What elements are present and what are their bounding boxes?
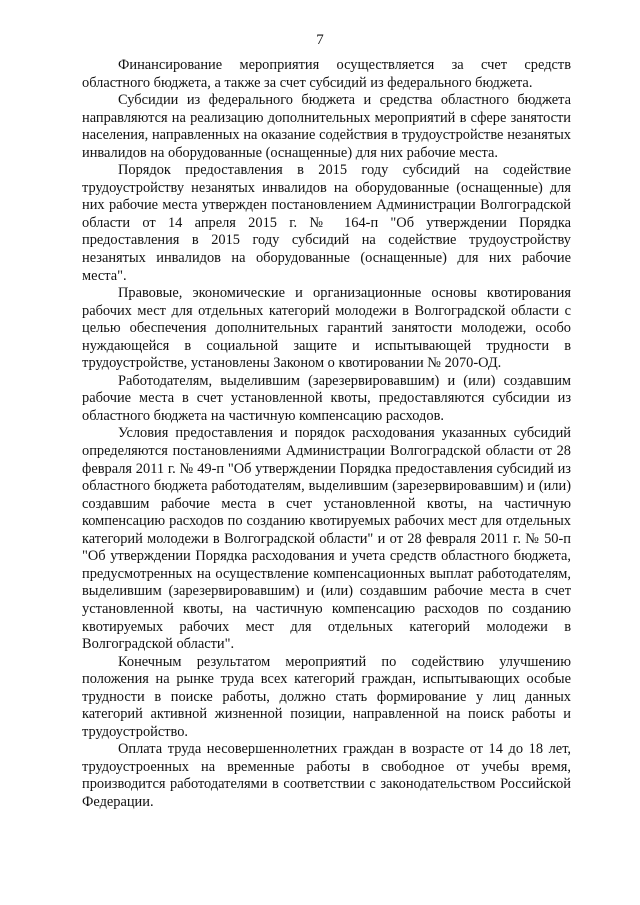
paragraph-subsidy-conditions: Условия предоставления и порядок расходования указанных субсидий определяются постановлениями Администрации Волгоградской области от 28 февраля 2011 г. № 49-п "Об утверждении Порядка предоставления субсидий из областного бюджета работодателям, выделившим (зарезервировавшим) и (или) создавшим рабочие места в счет установленной квоты, на частичную компенсацию расходов по созданию квотируемых рабочих мест для отдельных категорий молодежи в Волгоградской области" и от 28 февраля 2011 г. № 50-п "Об утверждении Порядка расходования и учета средств областного бюджета, предусмотренных на осуществление компенсационных выплат работодателям, выделившим (зарезервировавшим) и (или) создавшим рабочие места в счет установленной квоты, на частичную компенсацию расходов по созданию квотируемых рабочих мест для отдельных категорий молодежи в Волгоградской области". — [82, 425, 571, 653]
document-body — [82, 57, 571, 812]
paragraph-quota-law: Правовые, экономические и организационные основы квотирования рабочих мест для отдельных категорий молодежи в Волгоградской области с целью обеспечения дополнительных гарантий занятости молодежи, особо нуждающейся в социальной защите и испытывающей трудности в трудоустройстве, установлены Законом о квотировании № 2070-ОД. — [82, 285, 571, 372]
paragraph-federal-subsidies: Субсидии из федерального бюджета и средства областного бюджета направляются на реализацию дополнительных мероприятий в сфере занятости населения, направленных на оказание содействия в трудоустройстве незанятых инвалидов на оборудованные (оснащенные) для них рабочие места. — [82, 92, 571, 161]
paragraph-expected-result: Конечным результатом мероприятий по содействию улучшению положения на рынке труда всех категорий граждан, испытывающих особые трудности в поиске работы, должно стать формирование у лиц данных категорий активной жизненной позиции, направленной на поиск работы и трудоустройство. — [82, 653, 571, 740]
paragraph-employer-subsidies: Работодателям, выделившим (зарезервировавшим) и (или) создавшим рабочие места в счет установленной квоты, предоставляются субсидии из областного бюджета на частичную компенсацию расходов. — [82, 372, 571, 424]
paragraph-subsidy-procedure-2015: Порядок предоставления в 2015 году субсидий на содействие трудоустройству незанятых инвалидов на оборудованные (оснащенные) для них рабочие места утвержден постановлением Администрации Волгоградской области от 14 апреля 2015 г. № 164-п "Об утверждении Порядка предоставления в 2015 году субсидий на содействие трудоустройству незанятых инвалидов на оборудованные (оснащенные) для них рабочие места". — [82, 162, 571, 284]
paragraph-financing: Финансирование мероприятия осуществляется за счет средств областного бюджета, а также за счет субсидий из федерального бюджета. — [82, 57, 571, 91]
page-number: 7 — [316, 32, 324, 48]
paragraph-minor-wages: Оплата труда несовершеннолетних граждан в возрасте от 14 до 18 лет, трудоустроенных на временные работы в свободное от учебы время, производится работодателями в соответствии с законодательством Российской Федерации. — [82, 741, 571, 810]
